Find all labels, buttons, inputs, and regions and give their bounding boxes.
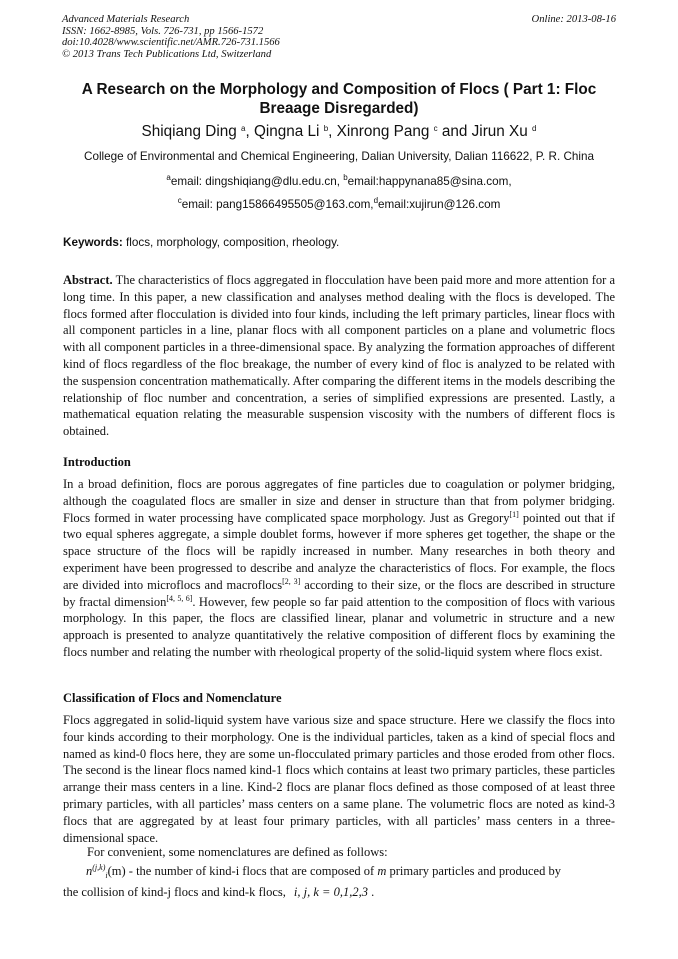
author-sup: c xyxy=(433,124,438,133)
doi-line: doi:10.4028/www.scientific.net/AMR.726-731.1566 xyxy=(62,37,280,48)
definition-text: primary particles and produced by xyxy=(386,864,561,878)
abstract-label: Abstract. xyxy=(63,273,113,287)
definition-end: . xyxy=(367,885,375,899)
email-sup: d xyxy=(373,196,379,205)
author-sep: , xyxy=(245,123,254,140)
keywords-text: flocs, morphology, composition, rheology. xyxy=(122,236,340,249)
intro-text: . However, few people so far paid attention to the composition of flocs with various morphology. In this paper, the flocs are classified linear, planar and volumetric in structure and a new approach is presented to analyze quantitatively the relative composition of different flocs by examining the flocs number and relating the number with rheological property of the solid-liquid system where flocs exist. xyxy=(63,594,615,659)
abstract-text: The characteristics of flocs aggregated in flocculation have been paid more and more attention for a long time. In this paper, a new classification and analyses method dealing with the flocs is developed. The flocs formed after flocculation is divided into four kinds, including the left primary particles, linear flocs with all component particles in a line, planar flocs with all component particles on a plane and volumetric flocs with all component particles in a three-dimensional space. By analyzing the formation approaches of different kind of flocs regardless of the floc breakage, the number of every kind of floc is analyzed to be related with the suspension concentration mathematically. After comparing the different items in the models describing the relationship of floc number and concentration, a series of simplified expressions are presented. Lastly, a mathematical equation relating the measurable suspension viscosity with the numbers of different flocs is obtained. xyxy=(63,273,615,439)
classification-paragraph: Flocs aggregated in solid-liquid system have various size and space structure. Here we classify the flocs into four kinds according to their morphology. One is the individual particles, taken as a kind of special flocs and named as kind-0 flocs here, they are some un-flocculated primary particles and those eroded from other flocs. The second is the linear flocs named kind-1 flocs which contains at least two primary particles, these particles arrange their mass centers in a line. Kind-2 flocs are planar flocs defined as those composed of at least three primary particles, with all particles’ mass centers on a same plane. The volumetric flocs are noted as kind-3 flocs that are aggregated by at least four primary particles, with all particles’ mass centers in a three-dimensional space. xyxy=(63,713,615,845)
online-date: Online: 2013-08-16 xyxy=(531,14,616,25)
intro-text: pointed out that if two equal spheres aggregate, a simple doublet forms, however if more spheres get together, the shape or the space structure of the flocs will be rapidly increased in number. Many researches in both theory and experiment have been progressed to describe and analyze the characteristics of flocs. For example, the flocs are divided into microflocs and macroflocs xyxy=(63,510,615,592)
definition-text: the collision of kind-j flocs and kind-k flocs, xyxy=(63,885,286,899)
nomenclature-intro: For convenient, some nomenclatures are defined as follows: xyxy=(87,845,388,859)
email-sup: c xyxy=(177,196,182,205)
symbol-n: n xyxy=(86,864,93,878)
email-a[interactable]: email: dingshiqiang@dlu.edu.cn, xyxy=(170,175,344,188)
author-sup: d xyxy=(532,124,537,133)
citation[interactable]: [1] xyxy=(509,509,519,519)
abstract xyxy=(63,272,615,440)
intro-text: In a broad definition, flocs are porous aggregates of fine particles due to coagulation or polymer bridging, although the coagulated flocs are smaller in size and denser in structure than that from polymer bridging. Flocs formed in water processing have complicated space morphology. Just as Gregory xyxy=(63,477,615,525)
author-name: Jirun Xu xyxy=(471,123,528,140)
introduction-paragraph xyxy=(63,476,615,661)
citation[interactable]: [2, 3] xyxy=(282,576,301,586)
author-name: Xinrong Pang xyxy=(336,123,430,140)
author-sep: , xyxy=(328,123,337,140)
symbol-sub: i xyxy=(105,871,108,880)
symbol-arg: (m) xyxy=(107,864,126,878)
intro-text: according to their size, or the flocs are described in structure by fractal dimension xyxy=(63,577,616,609)
email-c[interactable]: email: pang15866495505@163.com, xyxy=(181,198,374,211)
email-d[interactable]: email:xujirun@126.com xyxy=(378,198,501,211)
journal-header xyxy=(62,14,616,60)
issn-line: ISSN: 1662-8985, Vols. 726-731, pp 1566-1572 xyxy=(62,25,264,37)
email-sup: b xyxy=(343,173,348,182)
author-sep: and xyxy=(437,123,472,140)
classification-heading: Classification of Flocs and Nomenclature xyxy=(63,691,282,705)
index-range: i, j, k = 0,1,2,3 xyxy=(293,885,368,899)
nomenclature-definition xyxy=(63,862,615,880)
nomenclature-definition-cont xyxy=(63,883,615,901)
author-name: Qingna Li xyxy=(253,123,320,140)
definition-text: - the number of kind-i flocs that are composed of xyxy=(125,864,378,878)
keywords xyxy=(63,235,615,251)
journal-name: Advanced Materials Research xyxy=(62,14,190,25)
introduction-heading: Introduction xyxy=(63,455,131,469)
affiliation: College of Environmental and Chemical Engineering, Dalian University, Dalian 116622, P. R. China xyxy=(84,150,594,163)
email-line-2 xyxy=(40,193,638,216)
author-list xyxy=(40,122,638,142)
author-sup: a xyxy=(241,124,246,133)
author-name: Shiqiang Ding xyxy=(141,123,237,140)
email-sup: a xyxy=(166,173,171,182)
email-block xyxy=(40,170,638,216)
author-sup: b xyxy=(323,124,329,133)
copyright-line: © 2013 Trans Tech Publications Ltd, Switzerland xyxy=(62,48,272,60)
email-b[interactable]: email:happynana85@sina.com, xyxy=(347,175,512,188)
citation[interactable]: [4, 5, 6] xyxy=(166,593,193,603)
email-line-1 xyxy=(40,170,638,193)
keywords-label: Keywords: xyxy=(63,236,123,249)
symbol-m: m xyxy=(377,864,387,878)
math-symbol xyxy=(63,864,126,878)
paper-title: A Research on the Morphology and Composition of Flocs ( Part 1: Floc Breaage Disregarded) xyxy=(81,81,597,117)
symbol-sup: (j,k) xyxy=(92,863,106,872)
